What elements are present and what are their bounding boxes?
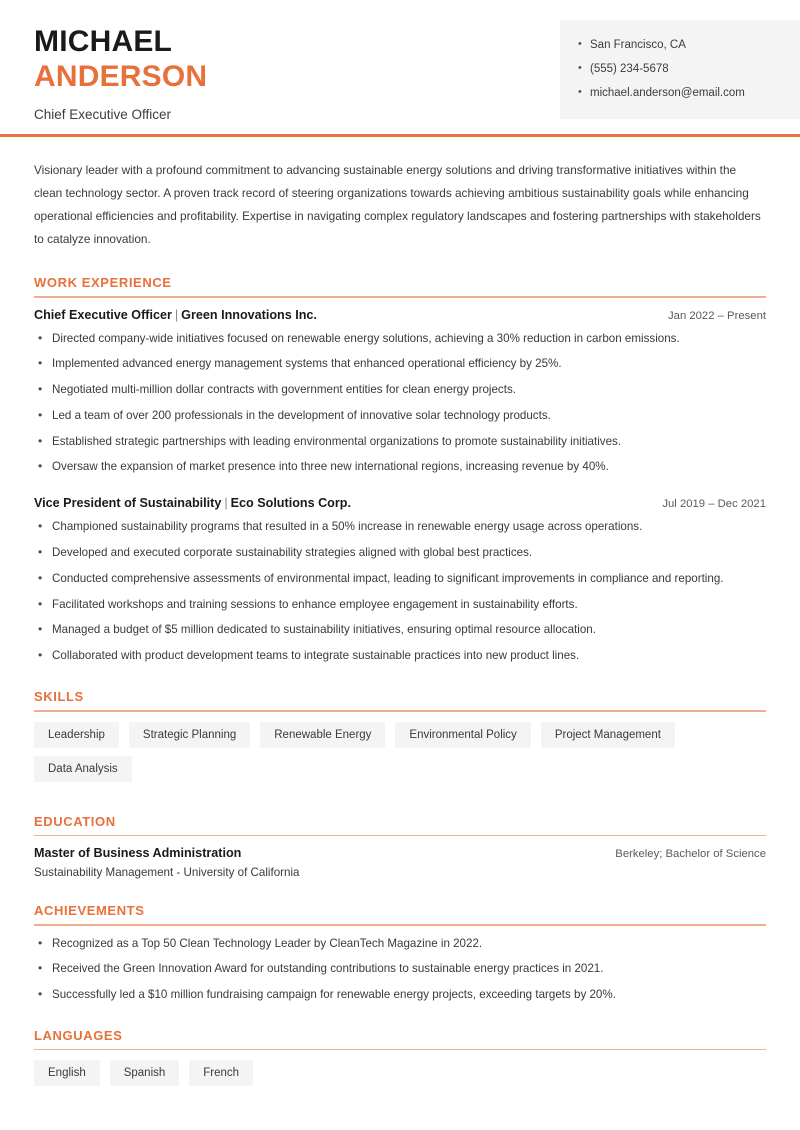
skills-chip-list	[34, 722, 766, 790]
job-role: Chief Executive Officer	[34, 307, 172, 322]
section-divider	[34, 835, 766, 837]
skill-chip: Strategic Planning	[129, 722, 250, 748]
job-dates: Jan 2022 – Present	[668, 309, 766, 322]
section-divider	[34, 924, 766, 926]
section-title-skills: SKILLS	[34, 689, 84, 705]
job-company: Eco Solutions Corp.	[230, 496, 351, 511]
section-title-work-experience: WORK EXPERIENCE	[34, 275, 172, 290]
job-bullet: • Negotiated multi-million dollar contracts with government entities for clean energy projects.	[34, 382, 766, 399]
section-title-achievements: ACHIEVEMENTS	[34, 903, 145, 919]
job-header	[34, 496, 766, 510]
contact-list	[560, 34, 800, 105]
skill-chip: Data Analysis	[34, 756, 132, 782]
header-job-title: Chief Executive Officer	[34, 107, 172, 123]
achievements-list	[34, 936, 766, 1004]
section-education	[34, 814, 766, 880]
language-chip: Spanish	[110, 1060, 180, 1086]
job-bullet: • Oversaw the expansion of market presence into three new international regions, increasing revenue by 40%.	[34, 459, 766, 476]
skill-chip: Leadership	[34, 722, 119, 748]
achievement-bullet: • Recognized as a Top 50 Clean Technology Leader by CleanTech Magazine in 2022.	[34, 936, 766, 953]
job-bullets	[34, 519, 766, 665]
job-title-company	[34, 496, 351, 510]
section-title-languages: LANGUAGES	[34, 1027, 123, 1043]
job-bullets	[34, 331, 766, 477]
achievement-bullet: • Successfully led a $10 million fundraising campaign for renewable energy projects, exceeding targets by 20%.	[34, 987, 766, 1004]
resume-header	[0, 0, 800, 134]
education-header	[34, 846, 766, 860]
skill-chip: Project Management	[541, 722, 675, 748]
job-bullet: • Managed a budget of $5 million dedicated to sustainability initiatives, ensuring optimal resource allocation.	[34, 622, 766, 639]
last-name: ANDERSON	[34, 60, 208, 94]
job-bullet: • Directed company-wide initiatives focused on renewable energy solutions, achieving a 30% reduction in carbon emissions.	[34, 331, 766, 348]
job-role: Vice President of Sustainability	[34, 496, 222, 511]
job-separator: |	[224, 496, 228, 511]
job-bullet: • Collaborated with product development teams to integrate sustainable practices into new product lines.	[34, 648, 766, 665]
job-entry	[34, 496, 766, 665]
contact-box	[560, 20, 800, 119]
job-bullet: • Led a team of over 200 professionals in the development of innovative solar technology products.	[34, 408, 766, 425]
job-separator: |	[174, 307, 179, 322]
job-entry	[34, 308, 766, 477]
job-header	[34, 308, 766, 322]
identity-block	[0, 0, 207, 122]
contact-email[interactable]: • michael.anderson@email.com	[590, 82, 790, 106]
section-divider	[34, 710, 766, 712]
section-divider	[34, 296, 766, 298]
job-bullet: • Facilitated workshops and training sessions to enhance employee engagement in sustainability efforts.	[34, 597, 766, 614]
education-entry	[34, 846, 766, 879]
resume-content	[0, 159, 800, 1094]
job-bullet: • Conducted comprehensive assessments of environmental impact, leading to significant improvements in compliance and reporting.	[34, 571, 766, 588]
section-achievements	[34, 903, 766, 1004]
education-degree: Master of Business Administration	[34, 846, 242, 861]
section-languages	[34, 1028, 766, 1095]
languages-chip-list	[34, 1060, 766, 1094]
section-divider	[34, 1049, 766, 1051]
job-bullet: • Developed and executed corporate sustainability strategies aligned with global best practices.	[34, 545, 766, 562]
job-dates: Jul 2019 – Dec 2021	[662, 498, 766, 511]
job-bullet: • Established strategic partnerships with leading environmental organizations to promote sustainability initiatives.	[34, 434, 766, 451]
language-chip: French	[189, 1060, 253, 1086]
skill-chip: Renewable Energy	[260, 722, 385, 748]
section-work-experience	[34, 275, 766, 665]
achievement-bullet: • Received the Green Innovation Award for outstanding contributions to sustainable energy practices in 2021.	[34, 961, 766, 978]
education-subtitle: Sustainability Management - University of California	[34, 866, 300, 880]
job-title-company	[34, 308, 317, 322]
skill-chip: Environmental Policy	[395, 722, 530, 748]
education-meta: Berkeley; Bachelor of Science	[615, 848, 766, 861]
language-chip: English	[34, 1060, 100, 1086]
section-skills	[34, 689, 766, 790]
first-name: MICHAEL	[34, 25, 173, 58]
job-company: Green Innovations Inc.	[181, 307, 317, 322]
section-title-education: EDUCATION	[34, 813, 116, 829]
job-bullet: • Championed sustainability programs that resulted in a 50% increase in renewable energy usage across operations.	[34, 519, 766, 536]
professional-summary: Visionary leader with a profound commitment to advancing sustainable energy solutions and driving transformative initiatives within the clean technology sector. A proven track record of steering organizations towards achieving ambitious sustainability goals while enhancing operational efficiencies and profitability. Expertise in navigating complex regulatory landscapes and fostering partnerships with stakeholders to catalyze innovation.	[34, 163, 761, 246]
contact-location: • San Francisco, CA	[590, 34, 790, 58]
job-bullet: • Implemented advanced energy management systems that enhanced operational efficiency by 25%.	[34, 356, 766, 373]
contact-phone[interactable]: • (555) 234-5678	[590, 58, 790, 82]
header-divider	[0, 134, 800, 137]
